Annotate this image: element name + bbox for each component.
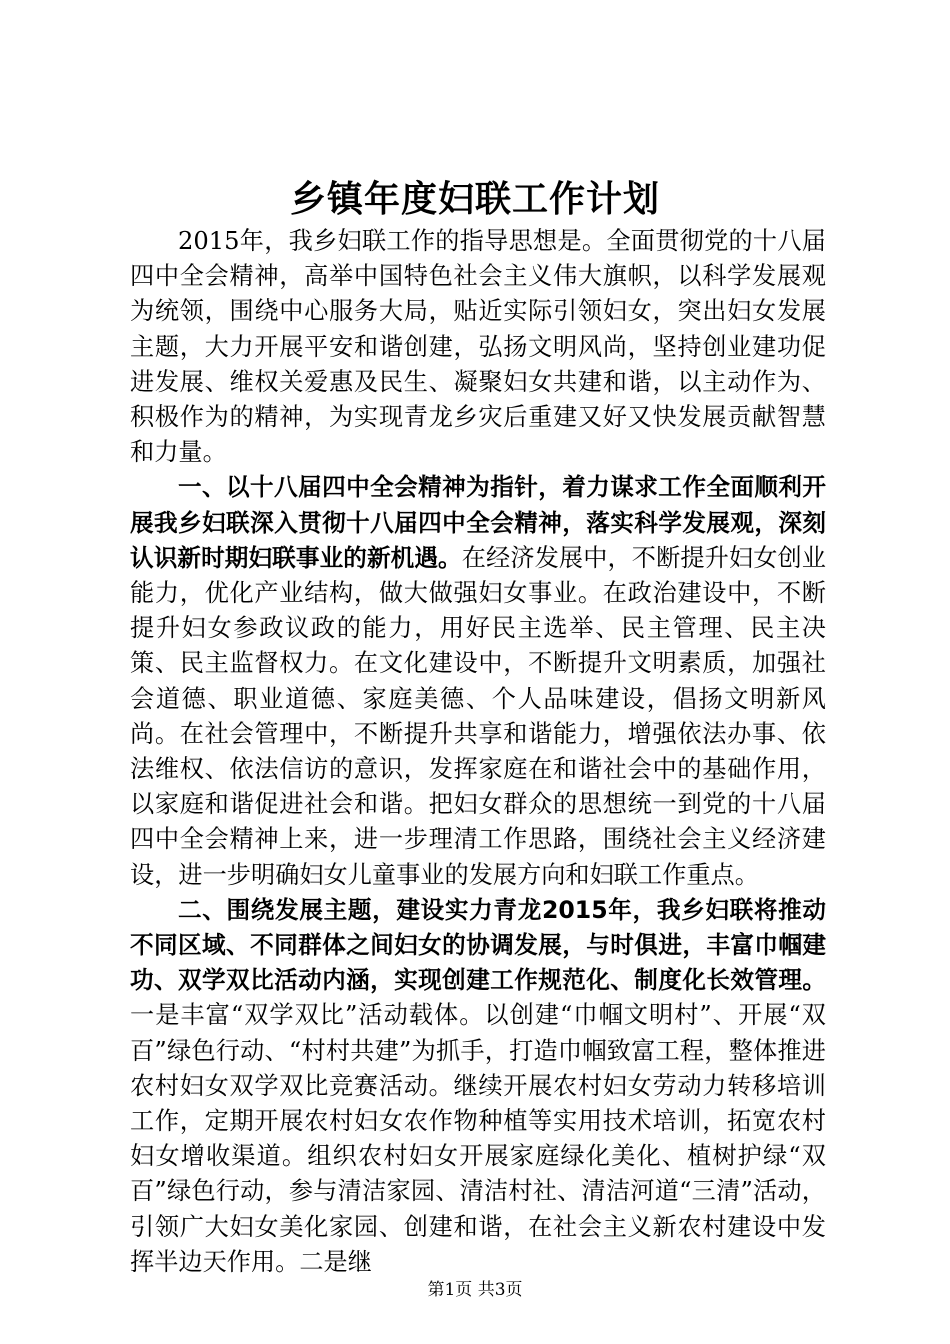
- document-body: [130, 224, 826, 1280]
- section-heading: 一、以十八届四中全会精神为指针，着力谋求工作全面顺利开展我乡妇联深入贯彻十八届四中全会精神，落实科学发展观，深刻认识新时期妇联事业的新机遇。: [130, 473, 826, 572]
- page-number-footer: 第1页 共3页: [427, 1280, 523, 1300]
- paragraph-section-2: [130, 893, 826, 1280]
- paragraph-section-1: [130, 470, 826, 892]
- paragraph-intro: [130, 224, 826, 470]
- paragraph-text: 2015年，我乡妇联工作的指导思想是。全面贯彻党的十八届四中全会精神，高举中国特色社会主义伟大旗帜，以科学发展观为统领，围绕中心服务大局，贴近实际引领妇女，突出妇女发展主题，大力开展平安和谐创建，弘扬文明风尚，坚持创业建功促进发展、维权关爱惠及民生、凝聚妇女共建和谐，以主动作为、积极作为的精神，为实现青龙乡灾后重建又好又快发展贡献智慧和力量。: [130, 227, 826, 467]
- section-heading: 二、围绕发展主题，建设实力青龙2015年，我乡妇联将推动不同区域、不同群体之间妇女的协调发展，与时俱进，丰富巾帼建功、双学双比活动内涵，实现创建工作规范化、制度化长效管理。: [130, 895, 826, 995]
- paragraph-text: 在经济发展中，不断提升妇女创业能力，优化产业结构，做大做强妇女事业。在政治建设中，不断提升妇女参政议政的能力，用好民主选举、民主管理、民主决策、民主监督权力。在文化建设中，不断提升文明素质，加强社会道德、职业道德、家庭美德、个人品味建设，倡扬文明新风尚。在社会管理中，不断提升共享和谐能力，增强依法办事、依法维权、依法信访的意识，发挥家庭在和谐社会中的基础作用，以家庭和谐促进社会和谐。把妇女群众的思想统一到党的十八届四中全会精神上来，进一步理清工作思路，围绕社会主义经济建设，进一步明确妇女儿童事业的发展方向和妇联工作重点。: [130, 543, 826, 889]
- document-title: 乡镇年度妇联工作计划: [289, 178, 660, 220]
- paragraph-text: 一是丰富“双学双比”活动载体。以创建“巾帼文明村”、开展“双百”绿色行动、“村村共建”为抓手，打造巾帼致富工程，整体推进农村妇女双学双比竞赛活动。继续开展农村妇女劳动力转移培训工作，定期开展农村妇女农作物种植等实用技术培训，拓宽农村妇女增收渠道。组织农村妇女开展家庭绿化美化、植树护绿“双百”绿色行动，参与清洁家园、清洁村社、清洁河道“三清”活动，引领广大妇女美化家园、创建和谐，在社会主义新农村建设中发挥半边天作用。二是继: [130, 1001, 826, 1276]
